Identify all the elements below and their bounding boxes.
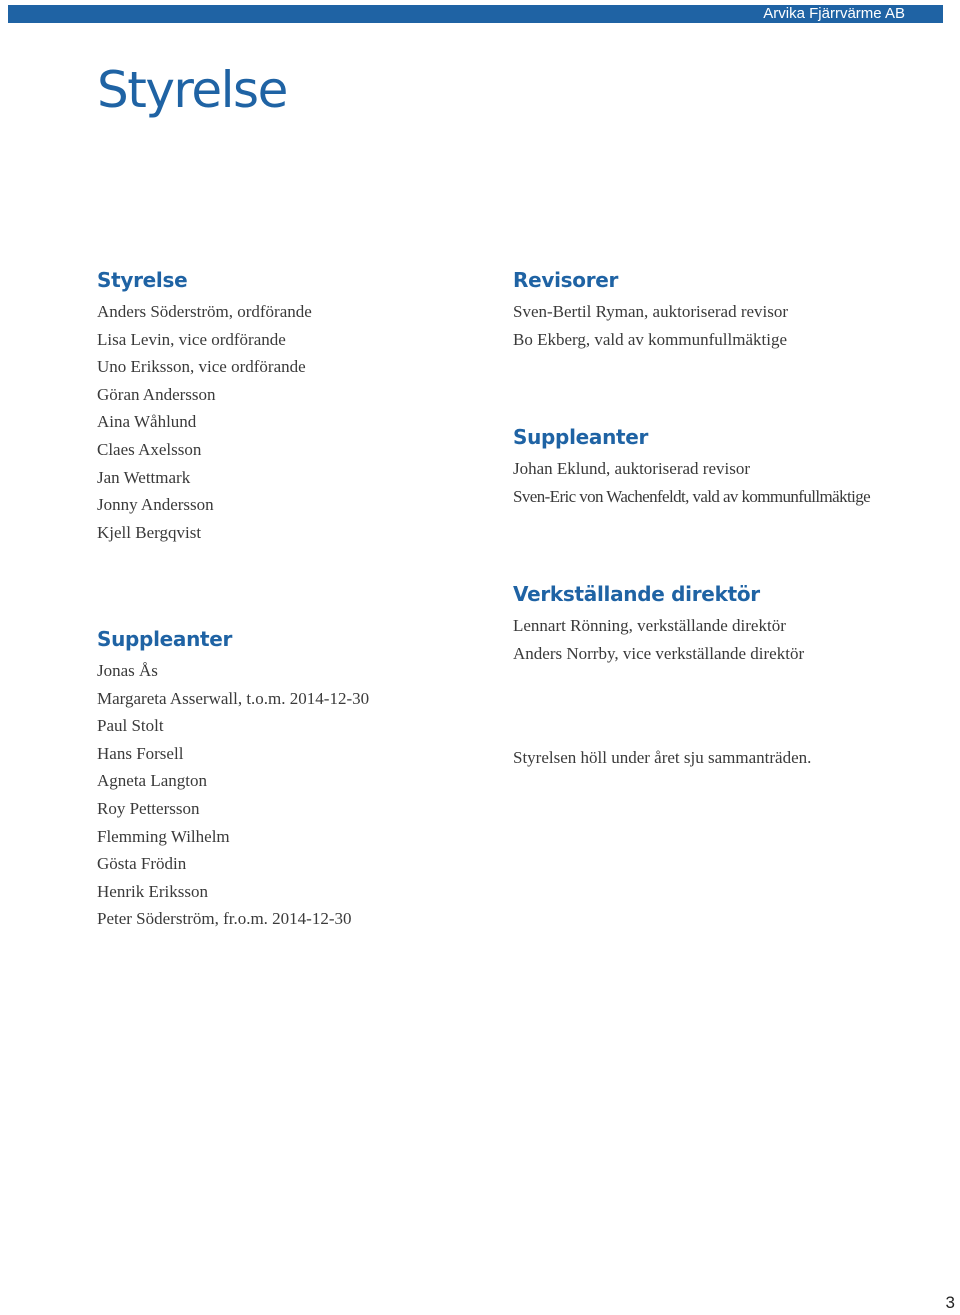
list-item: Anders Norrby, vice verkställande direktör bbox=[513, 643, 805, 663]
management-list bbox=[513, 612, 804, 667]
list-item: Jan Wettmark bbox=[97, 467, 191, 487]
list-item: Hans Forsell bbox=[97, 743, 184, 763]
meetings-note: Styrelsen höll under året sju sammanträden. bbox=[513, 748, 812, 767]
list-item: Jonas Ås bbox=[97, 661, 158, 680]
auditors-section bbox=[513, 266, 788, 353]
deputies-heading: Suppleanter bbox=[97, 627, 233, 651]
list-item: Paul Stolt bbox=[97, 716, 164, 736]
list-item: Jonny Andersson bbox=[97, 495, 214, 515]
header-bar bbox=[8, 5, 943, 23]
list-item: Sven-Eric von Wachenfeldt, vald av kommunfullmäktige bbox=[513, 486, 871, 506]
deputies-section bbox=[97, 625, 369, 933]
management-section bbox=[513, 580, 804, 667]
auditors-list bbox=[513, 298, 788, 353]
list-item: Henrik Eriksson bbox=[97, 881, 208, 901]
list-item: Johan Eklund, auktoriserad revisor bbox=[513, 459, 750, 478]
list-item: Gösta Frödin bbox=[97, 854, 187, 874]
company-name: Arvika Fjärrvärme AB bbox=[763, 5, 905, 22]
auditor-deputies-section bbox=[513, 423, 870, 510]
management-heading: Verkställande direktör bbox=[513, 582, 760, 606]
list-item: Margareta Asserwall, t.o.m. 2014-12-30 bbox=[97, 688, 370, 708]
list-item: Claes Axelsson bbox=[97, 439, 202, 459]
list-item: Bo Ekberg, vald av kommunfullmäktige bbox=[513, 329, 788, 349]
board-list bbox=[97, 298, 312, 546]
auditors-heading: Revisorer bbox=[513, 268, 619, 292]
deputies-list bbox=[97, 657, 369, 933]
page-number: 3 bbox=[945, 1293, 955, 1312]
list-item: Peter Söderström, fr.o.m. 2014-12-30 bbox=[97, 909, 352, 929]
list-item: Göran Andersson bbox=[97, 384, 216, 404]
list-item: Uno Eriksson, vice ordförande bbox=[97, 357, 306, 377]
list-item: Sven-Bertil Ryman, auktoriserad revisor bbox=[513, 302, 789, 321]
list-item: Roy Pettersson bbox=[97, 798, 200, 818]
list-item: Aina Wåhlund bbox=[97, 412, 197, 432]
list-item: Lisa Levin, vice ordförande bbox=[97, 329, 286, 349]
list-item: Anders Söderström, ordförande bbox=[97, 302, 312, 321]
board-heading: Styrelse bbox=[97, 268, 188, 292]
list-item: Lennart Rönning, verkställande direktör bbox=[513, 616, 786, 635]
list-item: Agneta Langton bbox=[97, 771, 207, 791]
page-title: Styrelse bbox=[97, 61, 287, 119]
list-item: Kjell Bergqvist bbox=[97, 522, 202, 542]
list-item: Flemming Wilhelm bbox=[97, 826, 230, 846]
auditor-deputies-heading: Suppleanter bbox=[513, 425, 649, 449]
board-section bbox=[97, 266, 312, 546]
auditor-deputies-list bbox=[513, 455, 870, 510]
